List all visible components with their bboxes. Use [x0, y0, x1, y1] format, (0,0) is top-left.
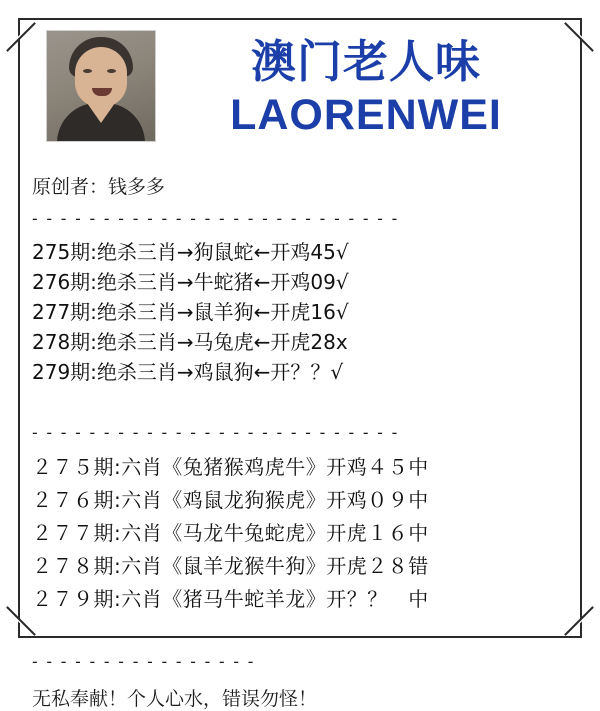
list-item: ２７７期:六肖《马龙牛兔蛇虎》开虎１６中	[32, 521, 429, 545]
footer-note: 无私奉献！个人心水，错误勿怪！	[32, 688, 318, 710]
divider-top: - - - - - - - - - - - - - - - - - - - - - - - - - -	[32, 209, 400, 228]
section-a	[30, 237, 570, 387]
poster-header	[30, 28, 570, 148]
frame-line-top	[18, 18, 582, 20]
divider-bottom: - - - - - - - - - - - - - - - -	[32, 652, 256, 671]
divider-middle: - - - - - - - - - - - - - - - - - - - - - - - - - -	[32, 423, 400, 442]
list-item: ２７８期:六肖《鼠羊龙猴牛狗》开虎２８错	[32, 554, 429, 578]
poster-content	[30, 28, 570, 710]
frame-line-left	[18, 18, 20, 638]
author-line: 原创者：钱多多	[32, 176, 166, 198]
list-item: 278期:绝杀三肖→马兔虎←开虎28x	[32, 330, 348, 354]
list-item: ２７９期:六肖《猪马牛蛇羊龙》开？？ 中	[32, 587, 429, 611]
title-english: LAORENWEI	[230, 91, 502, 139]
list-item: 276期:绝杀三肖→牛蛇猪←开鸡09√	[32, 270, 349, 294]
list-item: 277期:绝杀三肖→鼠羊狗←开虎16√	[32, 300, 349, 324]
section-b	[30, 451, 570, 616]
list-item: 275期:绝杀三肖→狗鼠蛇←开鸡45√	[32, 240, 349, 264]
list-item: ２７５期:六肖《兔猪猴鸡虎牛》开鸡４５中	[32, 455, 429, 479]
portrait-photo	[46, 30, 156, 142]
title-block	[156, 28, 570, 140]
title-chinese: 澳门老人味	[250, 35, 481, 88]
frame-line-right	[580, 18, 582, 638]
list-item: 279期:绝杀三肖→鸡鼠狗←开？？√	[32, 360, 344, 384]
corner-nick-bottom-right	[566, 610, 591, 635]
list-item: ２７６期:六肖《鸡鼠龙狗猴虎》开鸡０９中	[32, 488, 429, 512]
